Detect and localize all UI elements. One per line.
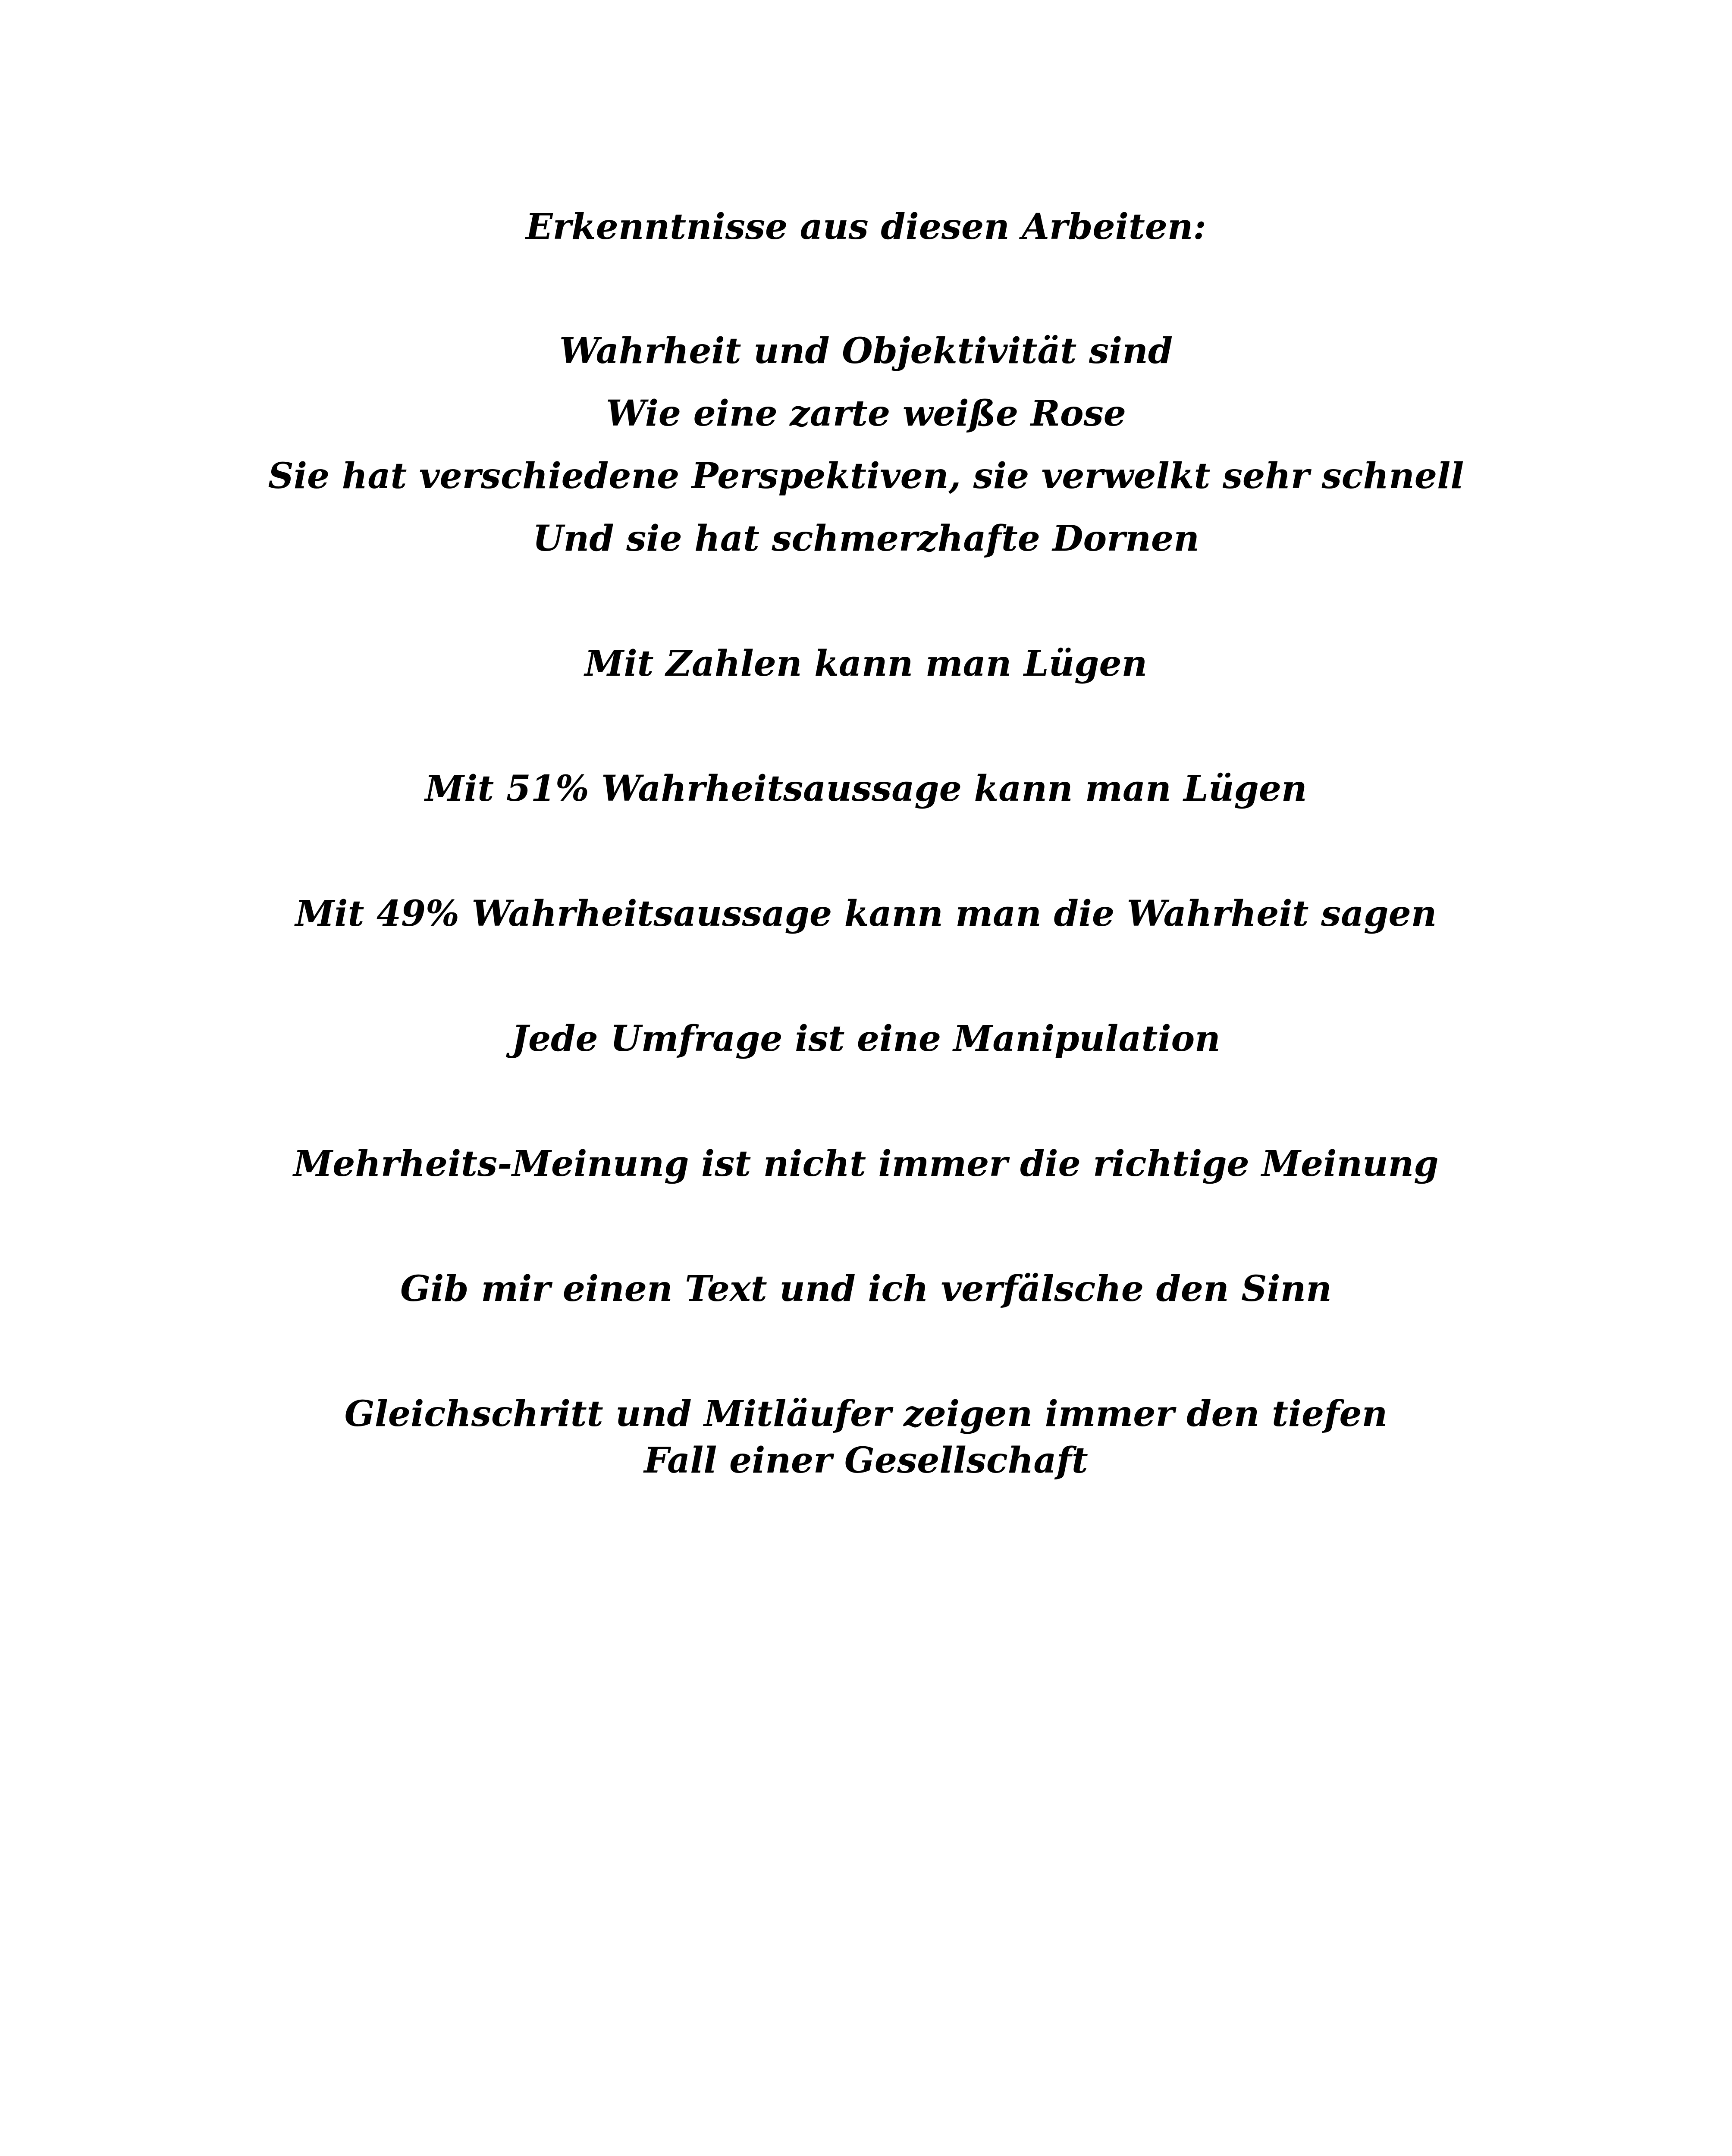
statement-5: Mehrheits-Meinung ist nicht immer die richtige Meinung — [293, 1143, 1439, 1185]
statement-2: Mit 51% Wahrheitsaussage kann man Lügen — [425, 768, 1307, 809]
page-heading: Erkenntnisse aus diesen Arbeiten: — [526, 206, 1206, 248]
statement-1: Mit Zahlen kann man Lügen — [584, 643, 1148, 684]
statement-7: Gleichschritt und Mitläufer zeigen immer den tiefen Fall einer Gesellschaft — [344, 1393, 1388, 1481]
statement-6: Gib mir einen Text und ich verfälsche den Sinn — [400, 1268, 1332, 1310]
statement-3: Mit 49% Wahrheitsaussage kann man die Wahrheit sagen — [295, 893, 1437, 934]
stanza-line-3: Sie hat verschiedene Perspektiven, sie verwelkt sehr schnell — [268, 455, 1464, 497]
stanza-line-1: Wahrheit und Objektivität sind — [559, 330, 1173, 372]
stanza-line-2: Wie eine zarte weiße Rose — [606, 393, 1126, 434]
statement-4: Jede Umfrage ist eine Manipulation — [511, 1018, 1221, 1059]
stanza-line-4: Und sie hat schmerzhafte Dornen — [533, 518, 1199, 559]
